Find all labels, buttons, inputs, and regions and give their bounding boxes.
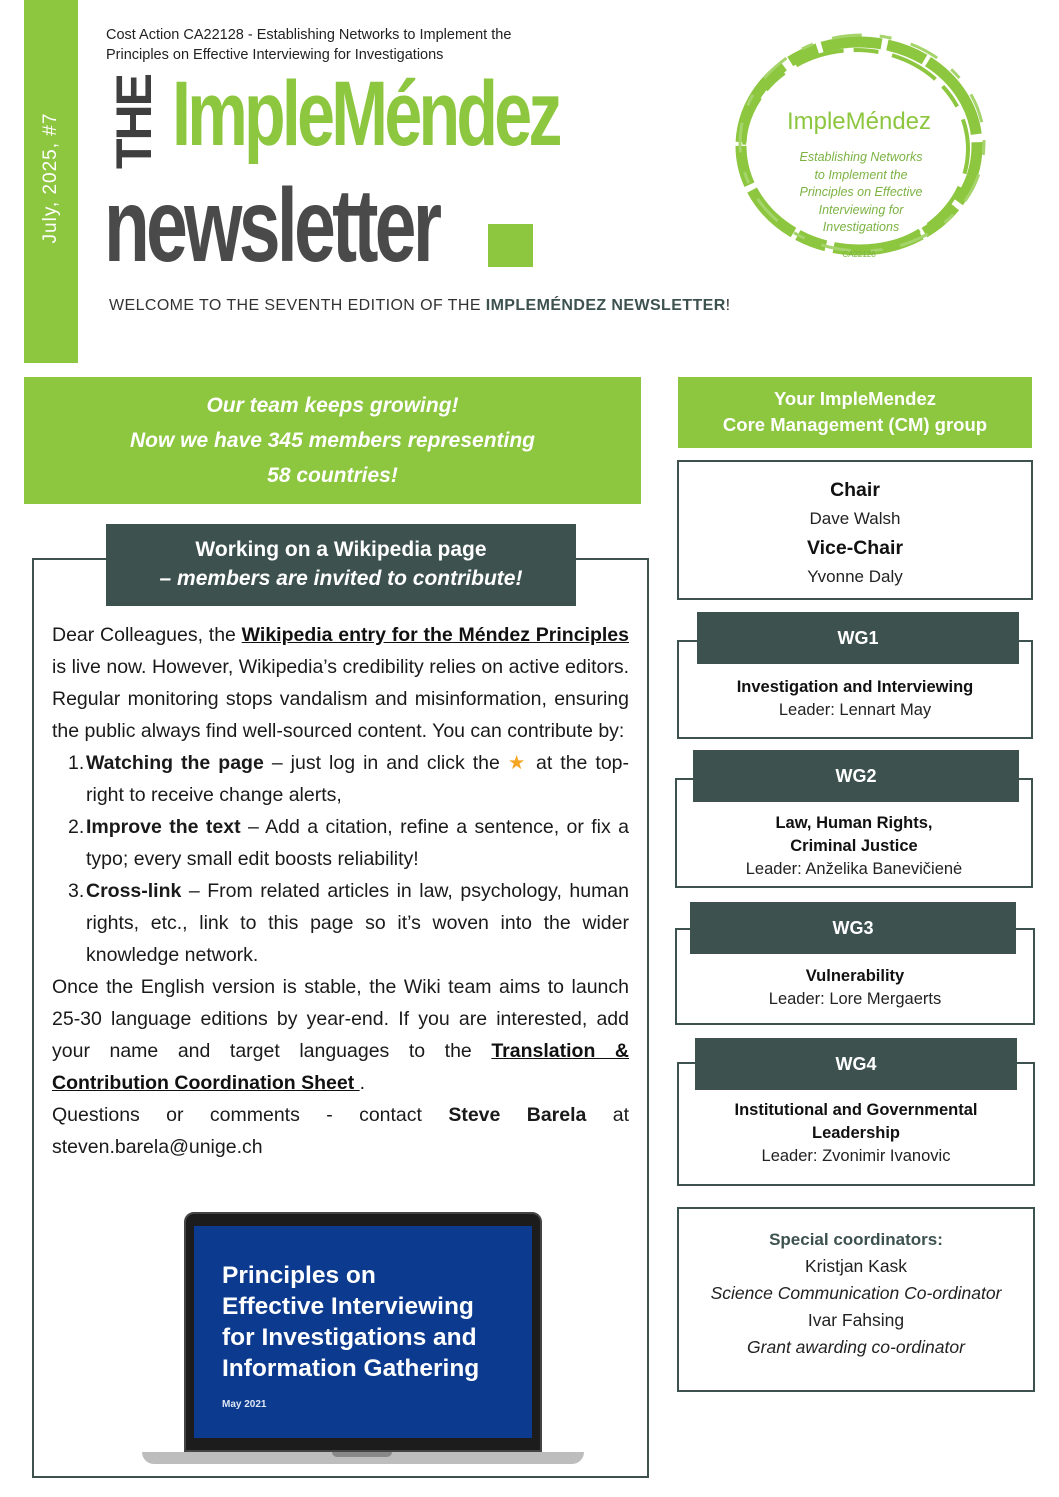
coordination-sheet-link[interactable]: Translation & Contribution Coordination Sheet: [52, 1040, 629, 1094]
wg3-name: Vulnerability: [805, 967, 905, 985]
list-number: 1.: [68, 752, 85, 774]
vice-chair-label: Vice-Chair: [806, 537, 904, 559]
list-item-text: – From related articles in law, psychology, human rights, etc., link to this page so it’s woven into the wider knowledge network.: [86, 880, 629, 966]
wg1-name: Investigation and Interviewing: [736, 678, 974, 696]
screen-title-line: Information Gathering: [222, 1355, 480, 1382]
list-item: [52, 747, 629, 811]
special-coordinators-box: [677, 1207, 1035, 1392]
list-item-bold: Improve the text: [86, 816, 241, 838]
screen-title-line: Principles on: [222, 1262, 376, 1289]
wg4-name: Institutional and Governmental: [734, 1101, 978, 1119]
cm-heading-line-2: Core Management (CM) group: [722, 414, 988, 435]
wiki-section-heading: [106, 524, 576, 606]
laptop-notch: [332, 1452, 392, 1457]
logo-tagline: [776, 149, 946, 237]
cost-action-line-2: Principles on Effective Interviewing for Investigations: [106, 47, 444, 63]
chair-box: [677, 460, 1033, 600]
wg2-name: Law, Human Rights,: [775, 814, 933, 832]
wiki-outro-text: Once the English version is stable, the Wiki team aims to launch 25-30 language editions by year-end. If you are interested, add your name and target languages to the: [52, 976, 629, 1062]
title-the: THE: [106, 75, 162, 169]
wg3-title: WG3: [690, 902, 1016, 954]
members-line-2: Now we have 345 members representing: [130, 429, 535, 452]
list-number: 3.: [68, 880, 85, 902]
list-item-text: – just log in and click the: [263, 752, 508, 774]
wg4-title: WG4: [695, 1038, 1017, 1090]
title-brand: ImpleMéndez: [172, 63, 559, 165]
logo-tag-line: Principles on Effective: [799, 185, 923, 200]
members-line-3: 58 countries!: [267, 464, 398, 487]
wiki-intro-text: Dear Colleagues, the: [52, 624, 242, 646]
contact-name: Steve Barela: [448, 1104, 587, 1126]
wg4-name: Leadership: [811, 1124, 901, 1142]
logo-brand: ImpleMéndez: [786, 108, 932, 135]
welcome-suffix: !: [725, 297, 731, 314]
edition-label: July, 2025, #7: [40, 112, 61, 244]
logo-tag-line: Investigations: [822, 220, 900, 235]
chair-label: Chair: [830, 479, 880, 501]
screen-date: May 2021: [222, 1399, 267, 1410]
wiki-contact: [52, 1099, 629, 1163]
wiki-contact-email: at steven.barela@unige.ch: [52, 1104, 630, 1158]
welcome-prefix: WELCOME TO THE SEVENTH EDITION OF THE: [109, 297, 486, 314]
cost-action-line-1: Cost Action CA22128 - Establishing Networks to Implement the: [106, 27, 512, 43]
wiki-outro: [52, 971, 629, 1099]
list-item-bold: Watching the page: [86, 752, 264, 774]
wiki-intro: [52, 619, 629, 747]
core-management-heading: [678, 377, 1032, 448]
vice-chair-name: Yvonne Daly: [807, 567, 903, 586]
cost-action-line: [106, 25, 626, 65]
welcome-line: [109, 297, 731, 315]
logo-tag-line: to Implement the: [814, 167, 908, 182]
list-item-text: at the top-right to receive change alerts,: [86, 752, 630, 806]
laptop-illustration: [142, 1212, 584, 1468]
welcome-bold: IMPLEMÉNDEZ NEWSLETTER: [485, 297, 726, 314]
list-item-bold: Cross-link: [86, 880, 182, 902]
screen-title-line: Effective Interviewing: [222, 1293, 474, 1320]
logo-tag-line: Establishing Networks: [799, 150, 923, 164]
special-coordinators-heading: Special coordinators:: [769, 1230, 943, 1249]
members-banner: [24, 377, 641, 504]
wiki-article-body: [52, 619, 629, 1163]
contribution-list: [52, 747, 629, 971]
star-icon: ★: [507, 752, 528, 774]
implemendez-logo: [728, 28, 990, 266]
wiki-contact-text: Questions or comments - contact: [52, 1104, 449, 1126]
wg3-leader: Leader: Lore Mergaerts: [768, 990, 942, 1008]
wg2-leader: Leader: Anželika Banevičienė: [745, 860, 963, 878]
logo-code: CA22128: [842, 250, 876, 259]
cm-heading-line-1: Your ImpleMendez: [773, 388, 937, 409]
wg2-name: Criminal Justice: [790, 837, 918, 855]
title-newsletter: newsletter: [104, 168, 439, 284]
coordinator-name: Kristjan Kask: [804, 1256, 908, 1276]
coordinator-role: Grant awarding co-ordinator: [747, 1337, 965, 1357]
wiki-heading-line-2: – members are invited to contribute!: [159, 567, 523, 590]
wg2-title: WG2: [693, 750, 1019, 802]
wiki-outro-text: .: [359, 1072, 366, 1094]
logo-tag-line: Interviewing for: [818, 202, 904, 217]
members-line-1: Our team keeps growing!: [206, 394, 459, 417]
screen-title: [222, 1260, 522, 1384]
wg1-title: WG1: [697, 612, 1019, 664]
list-item: [52, 875, 629, 971]
wiki-intro-text: is live now. However, Wikipedia’s credibility relies on active editors. Regular monitoring stops vandalism and misinformation, ensuring the public always find well-sourced content. You can contribute by:: [52, 656, 629, 742]
wikipedia-entry-link[interactable]: Wikipedia entry for the Méndez Principles: [241, 624, 629, 646]
edition-strip: [24, 0, 78, 363]
wiki-heading-line-1: Working on a Wikipedia page: [195, 538, 487, 561]
screen-title-line: for Investigations and: [222, 1324, 477, 1351]
list-item-text: – Add a citation, refine a sentence, or fix a typo; every small edit boosts reliability!: [86, 816, 629, 870]
coordinator-name: Ivar Fahsing: [807, 1310, 905, 1330]
list-item: [52, 811, 629, 875]
title-square-mark: [488, 224, 533, 267]
wg1-leader: Leader: Lennart May: [778, 701, 932, 719]
list-number: 2.: [68, 816, 85, 838]
wg4-leader: Leader: Zvonimir Ivanovic: [761, 1147, 951, 1165]
coordinator-role: Science Communication Co-ordinator: [710, 1283, 1002, 1303]
chair-name: Dave Walsh: [809, 509, 901, 528]
